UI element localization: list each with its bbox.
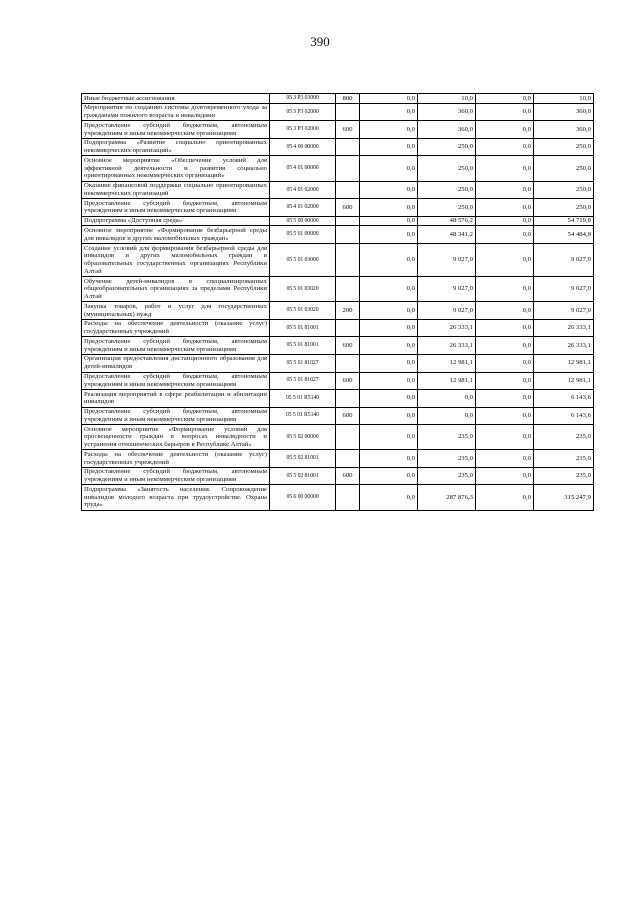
row-value-4-cell: 235,0 xyxy=(534,425,594,450)
row-value-2-cell: 9 027,0 xyxy=(418,244,476,277)
row-code-cell: 05 3 P3 03000 xyxy=(270,94,336,104)
row-value-1-cell: 0,0 xyxy=(360,450,418,468)
row-value-1-cell: 0,0 xyxy=(360,277,418,302)
row-value-1-cell: 0,0 xyxy=(360,302,418,320)
row-value-4-cell: 250,0 xyxy=(534,156,594,181)
table-row xyxy=(82,121,594,139)
row-value-2-cell: 250,0 xyxy=(418,199,476,217)
row-expense-type-cell: 200 xyxy=(336,302,360,320)
row-name-cell: Предоставление субсидий бюджетным, автономным учреждениям и иным некоммерческим организациям xyxy=(82,337,270,355)
row-name-cell: Предоставление субсидий бюджетным, автономным учреждениям и иным некоммерческим организациям xyxy=(82,407,270,425)
row-code-cell: 05 3 P3 02000 xyxy=(270,121,336,139)
row-value-3-cell: 0,0 xyxy=(476,390,534,408)
row-value-3-cell: 0,0 xyxy=(476,372,534,390)
row-value-3-cell: 0,0 xyxy=(476,138,534,156)
row-value-3-cell: 0,0 xyxy=(476,226,534,244)
row-code-cell: 05 5 01 81001 xyxy=(270,319,336,337)
row-value-1-cell: 0,0 xyxy=(360,244,418,277)
row-code-cell: 05 4 01 00000 xyxy=(270,156,336,181)
row-value-4-cell: 6 143,6 xyxy=(534,390,594,408)
table-row xyxy=(82,372,594,390)
row-expense-type-cell xyxy=(336,103,360,121)
row-name-cell: Подпрограмма «Доступная среда» xyxy=(82,216,270,226)
row-value-3-cell: 0,0 xyxy=(476,216,534,226)
row-code-cell: 05 4 01 02000 xyxy=(270,181,336,199)
row-value-1-cell: 0,0 xyxy=(360,121,418,139)
row-value-1-cell: 0,0 xyxy=(360,354,418,372)
row-name-cell: Иные бюджетные ассигнования xyxy=(82,94,270,104)
row-name-cell: Основное мероприятие «Формирование условий для просвещенности граждан в вопросах инвалидности и устранения отношенческих барьеров в Республике Алтай» xyxy=(82,425,270,450)
row-name-cell: Расходы на обеспечение деятельности (оказание услуг) государственных учреждений xyxy=(82,450,270,468)
row-expense-type-cell xyxy=(336,354,360,372)
table-row xyxy=(82,199,594,217)
row-value-3-cell: 0,0 xyxy=(476,121,534,139)
table-row xyxy=(82,354,594,372)
row-expense-type-cell: 600 xyxy=(336,121,360,139)
row-name-cell: Подпрограмма «Занятость населения. Сопровождение инвалидов молодого возраста при трудоустройстве. Охрана труда» xyxy=(82,485,270,510)
row-value-4-cell: 315 247,9 xyxy=(534,485,594,510)
row-value-2-cell: 9 027,0 xyxy=(418,302,476,320)
table-row xyxy=(82,485,594,510)
row-name-cell: Предоставление субсидий бюджетным, автономным учреждениям и иным некоммерческим организациям xyxy=(82,121,270,139)
table-row xyxy=(82,103,594,121)
row-value-2-cell: 250,0 xyxy=(418,138,476,156)
row-value-2-cell: 12 981,1 xyxy=(418,372,476,390)
row-value-4-cell: 360,0 xyxy=(534,103,594,121)
row-value-2-cell: 26 333,1 xyxy=(418,319,476,337)
table-row xyxy=(82,302,594,320)
row-code-cell: 05 4 00 00000 xyxy=(270,138,336,156)
row-value-1-cell: 0,0 xyxy=(360,337,418,355)
row-value-2-cell: 0,0 xyxy=(418,407,476,425)
table-row xyxy=(82,94,594,104)
row-value-3-cell: 0,0 xyxy=(476,181,534,199)
row-name-cell: Закупка товаров, работ и услуг для государственных (муниципальных) нужд xyxy=(82,302,270,320)
table-row xyxy=(82,244,594,277)
row-value-3-cell: 0,0 xyxy=(476,156,534,181)
row-code-cell: 05 5 02 81001 xyxy=(270,467,336,485)
table-row xyxy=(82,450,594,468)
row-name-cell: Предоставление субсидий бюджетным, автономным учреждениям и иным некоммерческим организациям xyxy=(82,467,270,485)
row-code-cell: 05 5 01 R5140 xyxy=(270,407,336,425)
row-value-3-cell: 0,0 xyxy=(476,277,534,302)
budget-table xyxy=(81,93,594,511)
row-name-cell: Основное мероприятие «Формирование безбарьерной среды для инвалидов и других маломобильных граждан» xyxy=(82,226,270,244)
table-row xyxy=(82,390,594,408)
row-value-4-cell: 54 719,8 xyxy=(534,216,594,226)
row-value-1-cell: 0,0 xyxy=(360,425,418,450)
table-row xyxy=(82,467,594,485)
row-value-1-cell: 0,0 xyxy=(360,226,418,244)
row-value-4-cell: 10,0 xyxy=(534,94,594,104)
row-name-cell: Мероприятия по созданию системы долговременного ухода за гражданами пожилого возраста и инвалидами xyxy=(82,103,270,121)
table-row xyxy=(82,319,594,337)
row-value-2-cell: 0,0 xyxy=(418,390,476,408)
row-value-3-cell: 0,0 xyxy=(476,319,534,337)
row-expense-type-cell xyxy=(336,450,360,468)
row-value-1-cell: 0,0 xyxy=(360,156,418,181)
row-value-1-cell: 0,0 xyxy=(360,138,418,156)
row-expense-type-cell xyxy=(336,425,360,450)
row-value-3-cell: 0,0 xyxy=(476,425,534,450)
row-value-1-cell: 0,0 xyxy=(360,390,418,408)
row-name-cell: Основное мероприятие «Обеспечение условий для эффективной деятельности и развития социально ориентированных некоммерческих организаций» xyxy=(82,156,270,181)
row-value-4-cell: 250,0 xyxy=(534,138,594,156)
row-value-2-cell: 360,0 xyxy=(418,121,476,139)
row-value-1-cell: 0,0 xyxy=(360,407,418,425)
row-name-cell: Оказание финансовой поддержки социально ориентированных некоммерческих организаций xyxy=(82,181,270,199)
row-value-4-cell: 6 143,6 xyxy=(534,407,594,425)
row-value-4-cell: 54 484,8 xyxy=(534,226,594,244)
row-value-2-cell: 26 333,1 xyxy=(418,337,476,355)
table-row xyxy=(82,138,594,156)
row-code-cell: 05 5 01 81001 xyxy=(270,337,336,355)
row-value-4-cell: 250,0 xyxy=(534,199,594,217)
table-row xyxy=(82,216,594,226)
row-value-2-cell: 235,0 xyxy=(418,467,476,485)
row-code-cell: 05 5 02 81001 xyxy=(270,450,336,468)
row-code-cell: 05 5 01 81027 xyxy=(270,354,336,372)
row-value-2-cell: 235,0 xyxy=(418,450,476,468)
table-row xyxy=(82,337,594,355)
row-code-cell: 05 5 02 00000 xyxy=(270,425,336,450)
row-value-4-cell: 360,0 xyxy=(534,121,594,139)
row-value-3-cell: 0,0 xyxy=(476,354,534,372)
row-value-3-cell: 0,0 xyxy=(476,302,534,320)
row-expense-type-cell xyxy=(336,485,360,510)
row-name-cell: Обучение детей-инвалидов в специализированных общеобразовательных организациях за пределами Республики Алтай xyxy=(82,277,270,302)
row-value-2-cell: 48 576,2 xyxy=(418,216,476,226)
row-code-cell: 05 3 P3 02000 xyxy=(270,103,336,121)
row-name-cell: Реализация мероприятий в сфере реабилитации и абилитации инвалидов xyxy=(82,390,270,408)
row-expense-type-cell xyxy=(336,216,360,226)
row-code-cell: 05 4 01 02000 xyxy=(270,199,336,217)
table-row xyxy=(82,156,594,181)
row-value-2-cell: 287 876,3 xyxy=(418,485,476,510)
row-value-3-cell: 0,0 xyxy=(476,450,534,468)
row-value-4-cell: 9 027,0 xyxy=(534,244,594,277)
row-code-cell: 05 5 01 81027 xyxy=(270,372,336,390)
row-code-cell: 05 6 00 00000 xyxy=(270,485,336,510)
row-value-4-cell: 26 333,1 xyxy=(534,319,594,337)
row-code-cell: 05 5 01 R5140 xyxy=(270,390,336,408)
row-value-2-cell: 48 341,2 xyxy=(418,226,476,244)
row-value-3-cell: 0,0 xyxy=(476,337,534,355)
row-value-3-cell: 0,0 xyxy=(476,244,534,277)
row-code-cell: 05 5 01 00000 xyxy=(270,226,336,244)
row-value-2-cell: 12 981,1 xyxy=(418,354,476,372)
row-value-2-cell: 235,0 xyxy=(418,425,476,450)
row-value-4-cell: 250,0 xyxy=(534,181,594,199)
row-value-2-cell: 250,0 xyxy=(418,156,476,181)
row-value-1-cell: 0,0 xyxy=(360,181,418,199)
row-expense-type-cell: 600 xyxy=(336,407,360,425)
row-value-2-cell: 250,0 xyxy=(418,181,476,199)
row-name-cell: Предоставление субсидий бюджетным, автономным учреждениям и иным некоммерческим организациям xyxy=(82,372,270,390)
row-expense-type-cell xyxy=(336,390,360,408)
row-value-1-cell: 0,0 xyxy=(360,372,418,390)
row-value-4-cell: 235,0 xyxy=(534,450,594,468)
row-value-3-cell: 0,0 xyxy=(476,199,534,217)
row-value-1-cell: 0,0 xyxy=(360,319,418,337)
row-expense-type-cell xyxy=(336,277,360,302)
row-value-2-cell: 10,0 xyxy=(418,94,476,104)
row-value-4-cell: 12 981,1 xyxy=(534,354,594,372)
row-value-4-cell: 235,0 xyxy=(534,467,594,485)
row-expense-type-cell: 600 xyxy=(336,337,360,355)
row-expense-type-cell xyxy=(336,319,360,337)
row-expense-type-cell xyxy=(336,138,360,156)
row-code-cell: 05 5 00 00000 xyxy=(270,216,336,226)
row-name-cell: Расходы на обеспечение деятельности (оказание услуг) государственных учреждений xyxy=(82,319,270,337)
row-value-3-cell: 0,0 xyxy=(476,103,534,121)
row-value-1-cell: 0,0 xyxy=(360,103,418,121)
row-expense-type-cell: 600 xyxy=(336,199,360,217)
row-value-3-cell: 0,0 xyxy=(476,94,534,104)
row-expense-type-cell xyxy=(336,181,360,199)
row-value-3-cell: 0,0 xyxy=(476,407,534,425)
row-value-4-cell: 12 981,1 xyxy=(534,372,594,390)
row-value-3-cell: 0,0 xyxy=(476,467,534,485)
row-value-4-cell: 9 027,0 xyxy=(534,277,594,302)
row-value-1-cell: 0,0 xyxy=(360,199,418,217)
row-expense-type-cell: 600 xyxy=(336,372,360,390)
row-name-cell: Подпрограмма «Развитие социально ориентированных некоммерческих организаций» xyxy=(82,138,270,156)
table-row xyxy=(82,181,594,199)
page-number: 390 xyxy=(310,34,330,49)
row-value-1-cell: 0,0 xyxy=(360,467,418,485)
table-row xyxy=(82,277,594,302)
row-name-cell: Предоставление субсидий бюджетным, автономным учреждениям и иным некоммерческим организациям xyxy=(82,199,270,217)
row-name-cell: Создание условий для формирования безбарьерной среды для инвалидов и других маломобильных граждан в образовательных государственных организациях Республики Алтай xyxy=(82,244,270,277)
row-code-cell: 05 5 01 03020 xyxy=(270,277,336,302)
row-expense-type-cell: 600 xyxy=(336,467,360,485)
row-value-4-cell: 26 333,1 xyxy=(534,337,594,355)
table-row xyxy=(82,226,594,244)
row-value-1-cell: 0,0 xyxy=(360,216,418,226)
row-expense-type-cell xyxy=(336,156,360,181)
row-value-4-cell: 9 027,0 xyxy=(534,302,594,320)
row-name-cell: Организация предоставления дистанционного образования для детей-инвалидов xyxy=(82,354,270,372)
row-expense-type-cell xyxy=(336,244,360,277)
table-row xyxy=(82,407,594,425)
row-expense-type-cell: 800 xyxy=(336,94,360,104)
row-value-1-cell: 0,0 xyxy=(360,485,418,510)
table-row xyxy=(82,425,594,450)
row-expense-type-cell xyxy=(336,226,360,244)
row-value-2-cell: 360,0 xyxy=(418,103,476,121)
row-value-3-cell: 0,0 xyxy=(476,485,534,510)
row-value-1-cell: 0,0 xyxy=(360,94,418,104)
row-code-cell: 05 5 01 03000 xyxy=(270,244,336,277)
row-code-cell: 05 5 01 03020 xyxy=(270,302,336,320)
row-value-2-cell: 9 027,0 xyxy=(418,277,476,302)
